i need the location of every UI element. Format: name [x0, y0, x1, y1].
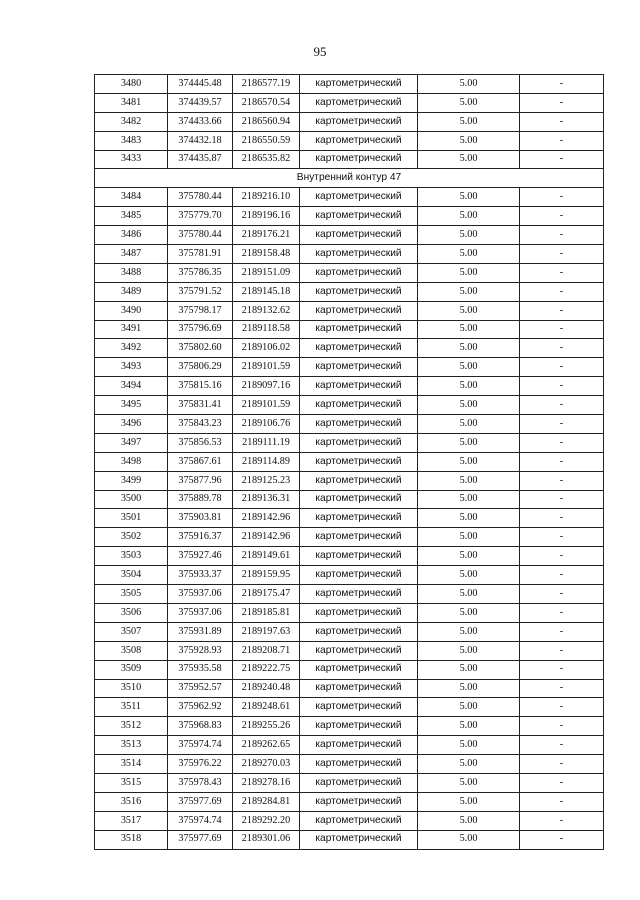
- x-coordinate-cell: 375933.37: [168, 566, 233, 585]
- point-number-cell: 3517: [95, 811, 168, 830]
- x-coordinate-cell: 375916.37: [168, 528, 233, 547]
- note-cell: -: [520, 245, 604, 264]
- method-cell: картометрический: [300, 377, 418, 396]
- y-coordinate-cell: 2189158.48: [233, 245, 300, 264]
- note-cell: -: [520, 112, 604, 131]
- accuracy-cell: 5.00: [418, 811, 520, 830]
- method-cell: картометрический: [300, 622, 418, 641]
- x-coordinate-cell: 375856.53: [168, 433, 233, 452]
- note-cell: -: [520, 641, 604, 660]
- y-coordinate-cell: 2189255.26: [233, 717, 300, 736]
- table-row: [95, 603, 604, 622]
- method-cell: картометрический: [300, 226, 418, 245]
- accuracy-cell: 5.00: [418, 75, 520, 94]
- accuracy-cell: 5.00: [418, 339, 520, 358]
- method-cell: картометрический: [300, 509, 418, 528]
- point-number-cell: 3481: [95, 93, 168, 112]
- x-coordinate-cell: 374435.87: [168, 150, 233, 169]
- method-cell: картометрический: [300, 811, 418, 830]
- method-cell: картометрический: [300, 736, 418, 755]
- note-cell: -: [520, 226, 604, 245]
- x-coordinate-cell: 375796.69: [168, 320, 233, 339]
- note-cell: -: [520, 773, 604, 792]
- y-coordinate-cell: 2189132.62: [233, 301, 300, 320]
- note-cell: -: [520, 282, 604, 301]
- note-cell: -: [520, 585, 604, 604]
- y-coordinate-cell: 2189106.76: [233, 415, 300, 434]
- accuracy-cell: 5.00: [418, 377, 520, 396]
- table-row: [95, 320, 604, 339]
- note-cell: -: [520, 93, 604, 112]
- accuracy-cell: 5.00: [418, 641, 520, 660]
- table-row: [95, 490, 604, 509]
- y-coordinate-cell: 2189142.96: [233, 509, 300, 528]
- x-coordinate-cell: 375962.92: [168, 698, 233, 717]
- point-number-cell: 3518: [95, 830, 168, 849]
- point-number-cell: 3506: [95, 603, 168, 622]
- point-number-cell: 3516: [95, 792, 168, 811]
- y-coordinate-cell: 2189101.59: [233, 396, 300, 415]
- note-cell: -: [520, 811, 604, 830]
- y-coordinate-cell: 2189118.58: [233, 320, 300, 339]
- note-cell: -: [520, 490, 604, 509]
- table-row: [95, 509, 604, 528]
- point-number-cell: 3482: [95, 112, 168, 131]
- point-number-cell: 3495: [95, 396, 168, 415]
- x-coordinate-cell: 375968.83: [168, 717, 233, 736]
- note-cell: -: [520, 263, 604, 282]
- accuracy-cell: 5.00: [418, 585, 520, 604]
- method-cell: картометрический: [300, 433, 418, 452]
- y-coordinate-cell: 2189292.20: [233, 811, 300, 830]
- note-cell: -: [520, 358, 604, 377]
- point-number-cell: 3484: [95, 188, 168, 207]
- method-cell: картометрический: [300, 396, 418, 415]
- y-coordinate-cell: 2189222.75: [233, 660, 300, 679]
- note-cell: -: [520, 755, 604, 774]
- coordinates-table-body: [95, 75, 604, 850]
- note-cell: -: [520, 603, 604, 622]
- table-row: [95, 433, 604, 452]
- method-cell: картометрический: [300, 415, 418, 434]
- accuracy-cell: 5.00: [418, 792, 520, 811]
- method-cell: картометрический: [300, 471, 418, 490]
- accuracy-cell: 5.00: [418, 736, 520, 755]
- accuracy-cell: 5.00: [418, 112, 520, 131]
- note-cell: -: [520, 471, 604, 490]
- accuracy-cell: 5.00: [418, 547, 520, 566]
- note-cell: -: [520, 660, 604, 679]
- note-cell: -: [520, 377, 604, 396]
- note-cell: -: [520, 452, 604, 471]
- note-cell: -: [520, 415, 604, 434]
- x-coordinate-cell: 375786.35: [168, 263, 233, 282]
- table-row: [95, 339, 604, 358]
- page-number: 95: [313, 44, 327, 59]
- method-cell: картометрический: [300, 452, 418, 471]
- table-row: [95, 528, 604, 547]
- note-cell: -: [520, 736, 604, 755]
- method-cell: картометрический: [300, 245, 418, 264]
- point-number-cell: 3489: [95, 282, 168, 301]
- point-number-cell: 3502: [95, 528, 168, 547]
- method-cell: картометрический: [300, 585, 418, 604]
- point-number-cell: 3492: [95, 339, 168, 358]
- x-coordinate-cell: 374439.57: [168, 93, 233, 112]
- x-coordinate-cell: 375974.74: [168, 736, 233, 755]
- y-coordinate-cell: 2189196.16: [233, 207, 300, 226]
- y-coordinate-cell: 2186577.19: [233, 75, 300, 94]
- method-cell: картометрический: [300, 755, 418, 774]
- note-cell: -: [520, 75, 604, 94]
- table-row: [95, 679, 604, 698]
- x-coordinate-cell: 374445.48: [168, 75, 233, 94]
- method-cell: картометрический: [300, 698, 418, 717]
- x-coordinate-cell: 375937.06: [168, 585, 233, 604]
- method-cell: картометрический: [300, 207, 418, 226]
- x-coordinate-cell: 375976.22: [168, 755, 233, 774]
- point-number-cell: 3514: [95, 755, 168, 774]
- accuracy-cell: 5.00: [418, 396, 520, 415]
- table-row: [95, 207, 604, 226]
- x-coordinate-cell: 375877.96: [168, 471, 233, 490]
- table-row: [95, 226, 604, 245]
- point-number-cell: 3515: [95, 773, 168, 792]
- point-number-cell: 3490: [95, 301, 168, 320]
- note-cell: -: [520, 547, 604, 566]
- x-coordinate-cell: 375831.41: [168, 396, 233, 415]
- x-coordinate-cell: 375815.16: [168, 377, 233, 396]
- x-coordinate-cell: 375931.89: [168, 622, 233, 641]
- x-coordinate-cell: 375937.06: [168, 603, 233, 622]
- method-cell: картометрический: [300, 188, 418, 207]
- accuracy-cell: 5.00: [418, 717, 520, 736]
- y-coordinate-cell: 2189270.03: [233, 755, 300, 774]
- method-cell: картометрический: [300, 93, 418, 112]
- table-row: [95, 622, 604, 641]
- y-coordinate-cell: 2189106.02: [233, 339, 300, 358]
- point-number-cell: 3505: [95, 585, 168, 604]
- point-number-cell: 3509: [95, 660, 168, 679]
- y-coordinate-cell: 2186535.82: [233, 150, 300, 169]
- table-row: [95, 792, 604, 811]
- method-cell: картометрический: [300, 679, 418, 698]
- y-coordinate-cell: 2189208.71: [233, 641, 300, 660]
- table-row: [95, 377, 604, 396]
- method-cell: картометрический: [300, 773, 418, 792]
- accuracy-cell: 5.00: [418, 471, 520, 490]
- accuracy-cell: 5.00: [418, 528, 520, 547]
- method-cell: картометрический: [300, 358, 418, 377]
- y-coordinate-cell: 2189151.09: [233, 263, 300, 282]
- accuracy-cell: 5.00: [418, 603, 520, 622]
- y-coordinate-cell: 2189175.47: [233, 585, 300, 604]
- point-number-cell: 3494: [95, 377, 168, 396]
- method-cell: картометрический: [300, 660, 418, 679]
- table-row: [95, 471, 604, 490]
- point-number-cell: 3496: [95, 415, 168, 434]
- table-row: [95, 717, 604, 736]
- table-row: [95, 736, 604, 755]
- x-coordinate-cell: 375791.52: [168, 282, 233, 301]
- accuracy-cell: 5.00: [418, 282, 520, 301]
- note-cell: -: [520, 717, 604, 736]
- point-number-cell: 3433: [95, 150, 168, 169]
- accuracy-cell: 5.00: [418, 245, 520, 264]
- table-row: [95, 282, 604, 301]
- note-cell: -: [520, 339, 604, 358]
- accuracy-cell: 5.00: [418, 301, 520, 320]
- x-coordinate-cell: 375867.61: [168, 452, 233, 471]
- x-coordinate-cell: 375977.69: [168, 792, 233, 811]
- note-cell: -: [520, 792, 604, 811]
- method-cell: картометрический: [300, 566, 418, 585]
- table-row: [95, 358, 604, 377]
- y-coordinate-cell: 2189149.61: [233, 547, 300, 566]
- point-number-cell: 3500: [95, 490, 168, 509]
- accuracy-cell: 5.00: [418, 566, 520, 585]
- y-coordinate-cell: 2186570.54: [233, 93, 300, 112]
- y-coordinate-cell: 2189176.21: [233, 226, 300, 245]
- method-cell: картометрический: [300, 528, 418, 547]
- accuracy-cell: 5.00: [418, 150, 520, 169]
- table-row: [95, 641, 604, 660]
- point-number-cell: 3499: [95, 471, 168, 490]
- table-row: [95, 75, 604, 94]
- y-coordinate-cell: 2189185.81: [233, 603, 300, 622]
- y-coordinate-cell: 2189101.59: [233, 358, 300, 377]
- x-coordinate-cell: 375903.81: [168, 509, 233, 528]
- note-cell: -: [520, 433, 604, 452]
- note-cell: -: [520, 698, 604, 717]
- table-row: [95, 188, 604, 207]
- table-row: [95, 660, 604, 679]
- point-number-cell: 3503: [95, 547, 168, 566]
- y-coordinate-cell: 2189278.16: [233, 773, 300, 792]
- x-coordinate-cell: 374433.66: [168, 112, 233, 131]
- accuracy-cell: 5.00: [418, 660, 520, 679]
- note-cell: -: [520, 188, 604, 207]
- x-coordinate-cell: 375928.93: [168, 641, 233, 660]
- note-cell: -: [520, 207, 604, 226]
- method-cell: картометрический: [300, 641, 418, 660]
- method-cell: картометрический: [300, 131, 418, 150]
- method-cell: картометрический: [300, 490, 418, 509]
- x-coordinate-cell: 375780.44: [168, 226, 233, 245]
- point-number-cell: 3488: [95, 263, 168, 282]
- point-number-cell: 3507: [95, 622, 168, 641]
- note-cell: -: [520, 622, 604, 641]
- method-cell: картометрический: [300, 150, 418, 169]
- table-row: [95, 811, 604, 830]
- coordinates-table: [94, 74, 604, 850]
- y-coordinate-cell: 2189145.18: [233, 282, 300, 301]
- point-number-cell: 3511: [95, 698, 168, 717]
- method-cell: картометрический: [300, 547, 418, 566]
- table-row: [95, 112, 604, 131]
- x-coordinate-cell: 375802.60: [168, 339, 233, 358]
- method-cell: картометрический: [300, 792, 418, 811]
- accuracy-cell: 5.00: [418, 509, 520, 528]
- x-coordinate-cell: 374432.18: [168, 131, 233, 150]
- method-cell: картометрический: [300, 75, 418, 94]
- y-coordinate-cell: 2189248.61: [233, 698, 300, 717]
- x-coordinate-cell: 375798.17: [168, 301, 233, 320]
- y-coordinate-cell: 2189197.63: [233, 622, 300, 641]
- x-coordinate-cell: 375779.70: [168, 207, 233, 226]
- y-coordinate-cell: 2186560.94: [233, 112, 300, 131]
- point-number-cell: 3483: [95, 131, 168, 150]
- method-cell: картометрический: [300, 717, 418, 736]
- accuracy-cell: 5.00: [418, 698, 520, 717]
- note-cell: -: [520, 396, 604, 415]
- y-coordinate-cell: 2189114.89: [233, 452, 300, 471]
- method-cell: картометрический: [300, 282, 418, 301]
- table-row: [95, 830, 604, 849]
- point-number-cell: 3504: [95, 566, 168, 585]
- y-coordinate-cell: 2189136.31: [233, 490, 300, 509]
- table-row: [95, 150, 604, 169]
- y-coordinate-cell: 2189240.48: [233, 679, 300, 698]
- y-coordinate-cell: 2186550.59: [233, 131, 300, 150]
- method-cell: картометрический: [300, 320, 418, 339]
- note-cell: -: [520, 566, 604, 585]
- accuracy-cell: 5.00: [418, 320, 520, 339]
- x-coordinate-cell: 375889.78: [168, 490, 233, 509]
- point-number-cell: 3493: [95, 358, 168, 377]
- accuracy-cell: 5.00: [418, 207, 520, 226]
- point-number-cell: 3498: [95, 452, 168, 471]
- y-coordinate-cell: 2189125.23: [233, 471, 300, 490]
- table-row: [95, 698, 604, 717]
- x-coordinate-cell: 375781.91: [168, 245, 233, 264]
- point-number-cell: 3491: [95, 320, 168, 339]
- table-row: [95, 263, 604, 282]
- method-cell: картометрический: [300, 301, 418, 320]
- note-cell: -: [520, 830, 604, 849]
- y-coordinate-cell: 2189262.65: [233, 736, 300, 755]
- point-number-cell: 3487: [95, 245, 168, 264]
- table-row: [95, 245, 604, 264]
- point-number-cell: 3497: [95, 433, 168, 452]
- point-number-cell: 3510: [95, 679, 168, 698]
- y-coordinate-cell: 2189142.96: [233, 528, 300, 547]
- accuracy-cell: 5.00: [418, 830, 520, 849]
- note-cell: -: [520, 131, 604, 150]
- accuracy-cell: 5.00: [418, 490, 520, 509]
- method-cell: картометрический: [300, 339, 418, 358]
- note-cell: -: [520, 301, 604, 320]
- accuracy-cell: 5.00: [418, 773, 520, 792]
- accuracy-cell: 5.00: [418, 188, 520, 207]
- x-coordinate-cell: 375843.23: [168, 415, 233, 434]
- note-cell: -: [520, 320, 604, 339]
- accuracy-cell: 5.00: [418, 263, 520, 282]
- accuracy-cell: 5.00: [418, 358, 520, 377]
- point-number-cell: 3485: [95, 207, 168, 226]
- x-coordinate-cell: 375974.74: [168, 811, 233, 830]
- point-number-cell: 3480: [95, 75, 168, 94]
- method-cell: картометрический: [300, 263, 418, 282]
- table-row: [95, 755, 604, 774]
- accuracy-cell: 5.00: [418, 93, 520, 112]
- y-coordinate-cell: 2189159.95: [233, 566, 300, 585]
- accuracy-cell: 5.00: [418, 622, 520, 641]
- x-coordinate-cell: 375780.44: [168, 188, 233, 207]
- x-coordinate-cell: 375978.43: [168, 773, 233, 792]
- x-coordinate-cell: 375927.46: [168, 547, 233, 566]
- accuracy-cell: 5.00: [418, 226, 520, 245]
- point-number-cell: 3508: [95, 641, 168, 660]
- y-coordinate-cell: 2189284.81: [233, 792, 300, 811]
- note-cell: -: [520, 509, 604, 528]
- table-row: [95, 93, 604, 112]
- x-coordinate-cell: 375952.57: [168, 679, 233, 698]
- accuracy-cell: 5.00: [418, 415, 520, 434]
- point-number-cell: 3513: [95, 736, 168, 755]
- section-row: [95, 169, 604, 188]
- point-number-cell: 3486: [95, 226, 168, 245]
- point-number-cell: 3512: [95, 717, 168, 736]
- note-cell: -: [520, 528, 604, 547]
- table-row: [95, 585, 604, 604]
- table-row: [95, 301, 604, 320]
- table-row: [95, 566, 604, 585]
- method-cell: картометрический: [300, 830, 418, 849]
- y-coordinate-cell: 2189301.06: [233, 830, 300, 849]
- note-cell: -: [520, 150, 604, 169]
- table-row: [95, 452, 604, 471]
- accuracy-cell: 5.00: [418, 452, 520, 471]
- x-coordinate-cell: 375806.29: [168, 358, 233, 377]
- table-row: [95, 396, 604, 415]
- accuracy-cell: 5.00: [418, 755, 520, 774]
- table-row: [95, 773, 604, 792]
- accuracy-cell: 5.00: [418, 433, 520, 452]
- accuracy-cell: 5.00: [418, 679, 520, 698]
- y-coordinate-cell: 2189111.19: [233, 433, 300, 452]
- note-cell: -: [520, 679, 604, 698]
- method-cell: картометрический: [300, 603, 418, 622]
- accuracy-cell: 5.00: [418, 131, 520, 150]
- table-row: [95, 131, 604, 150]
- table-row: [95, 415, 604, 434]
- y-coordinate-cell: 2189097.16: [233, 377, 300, 396]
- method-cell: картометрический: [300, 112, 418, 131]
- x-coordinate-cell: 375977.69: [168, 830, 233, 849]
- y-coordinate-cell: 2189216.10: [233, 188, 300, 207]
- point-number-cell: 3501: [95, 509, 168, 528]
- x-coordinate-cell: 375935.58: [168, 660, 233, 679]
- section-title: Внутренний контур 47: [95, 169, 604, 188]
- table-row: [95, 547, 604, 566]
